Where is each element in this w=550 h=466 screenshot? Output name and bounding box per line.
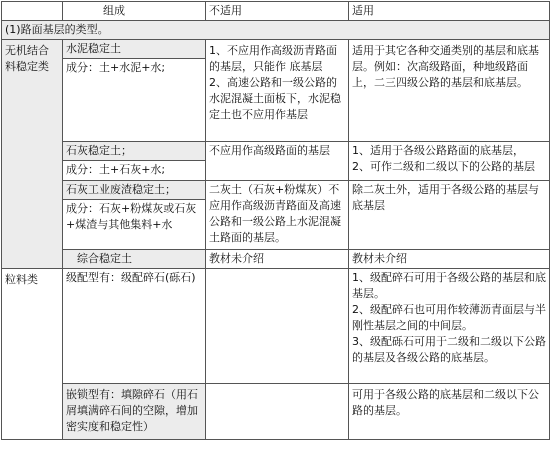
row-lime-name xyxy=(2,142,550,161)
interlock-name: 嵌锁型有：填隙碎石（用石屑填满碎石间的空隙，增加密实度和稳定性） xyxy=(63,384,206,440)
lime-applicable: 1、适用于各级公路路面的底基层， 2、可作二级和二级以下的公路的基层 xyxy=(349,142,550,181)
lime-composition: 成分：土+石灰+水; xyxy=(63,161,206,181)
lime-not-applicable: 不应用作高级路面的基层 xyxy=(206,142,349,181)
row-composite xyxy=(2,250,550,269)
cement-applicable: 适用于其它各种交通类别的基层和底基层。例如：次高级路面，种地级路面上，二三四级公路的基层和底基层。 xyxy=(349,40,550,142)
graded-not-applicable xyxy=(206,269,349,384)
graded-name: 级配型有：级配碎石(砾石) xyxy=(63,269,206,384)
graded-applicable: 1、级配碎石可用于各级公路的基层和底基层。 2、级配碎石也可用作较薄沥青面层与半刚性基层之间的中间层。 3、级配砾石可用于二级和二级以下公路的基层及各级公路的底基层。 xyxy=(349,269,550,384)
composite-applicable: 教材未介绍 xyxy=(349,250,550,269)
header-row xyxy=(2,2,550,21)
road-base-types-table xyxy=(1,1,550,440)
interlock-applicable: 可用于各级公路的底基层和二级以下公路的基层。 xyxy=(349,384,550,440)
interlock-not-applicable xyxy=(206,384,349,440)
header-composition: 组成 xyxy=(63,2,206,21)
header-applicable: 适用 xyxy=(349,2,550,21)
category-granular: 粒料类 xyxy=(2,269,63,440)
industrial-applicable: 除二灰土外，适用于各级公路的基层与底基层 xyxy=(349,181,550,250)
row-graded xyxy=(2,269,550,384)
header-category xyxy=(2,2,63,21)
category-inorganic-binder: 无机结合料稳定类 xyxy=(2,40,63,269)
industrial-not-applicable: 二灰土（石灰+粉煤灰）不应用作高级沥青路面及高速公路和一级公路上水泥混凝土路面的基层。 xyxy=(206,181,349,250)
row-industrial-name xyxy=(2,181,550,200)
composite-not-applicable: 教材未介绍 xyxy=(206,250,349,269)
industrial-composition: 成分：石灰+粉煤灰或石灰+煤渣与其他集料+水 xyxy=(63,200,206,250)
header-not-applicable: 不适用 xyxy=(206,2,349,21)
row-cement-name xyxy=(2,40,550,59)
industrial-name: 石灰工业废渣稳定土； xyxy=(63,181,206,200)
row-interlock xyxy=(2,384,550,440)
title-row xyxy=(2,21,550,40)
composite-name: 综合稳定土 xyxy=(63,250,206,269)
cement-composition: 成分：土+水泥+水; xyxy=(63,59,206,142)
lime-name: 石灰稳定土； xyxy=(63,142,206,161)
cement-name: 水泥稳定土 xyxy=(63,40,206,59)
cement-not-applicable: 1、不应用作高级沥青路面的基层，只能作 底基层 2、高速公路和一级公路的水泥混凝土面板下，水泥稳定土也不应用作基层 xyxy=(206,40,349,142)
table-title: (1)路面基层的类型。 xyxy=(2,21,550,40)
